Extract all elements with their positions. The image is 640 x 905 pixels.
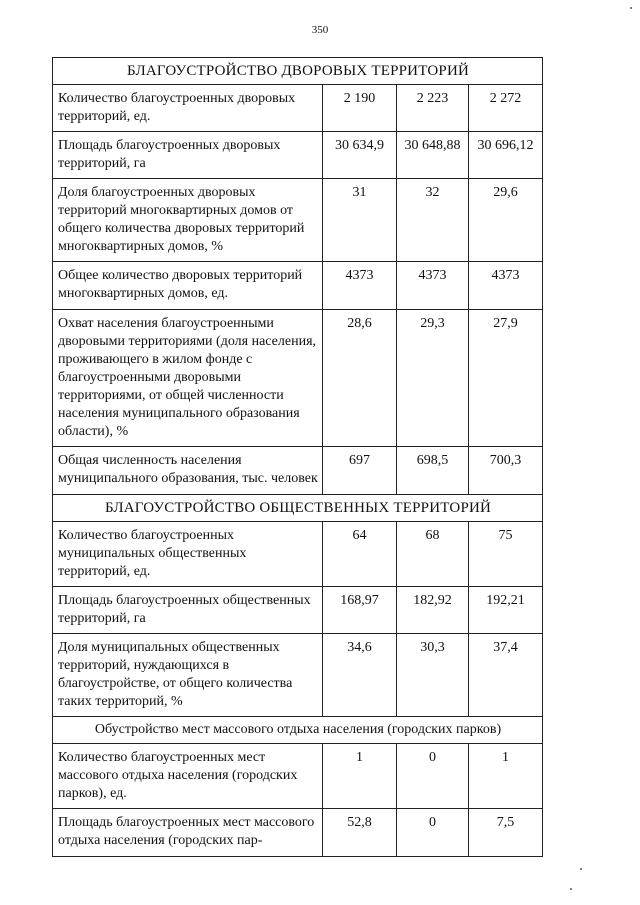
value-cell: 27,9 [469,310,543,447]
value-cell: 30,3 [397,634,469,717]
table-row [53,179,543,262]
row-label: Доля благоустроенных дворовых территорий многоквартирных домов от общего количества дворовых территорий многоквартирных домов, % [53,179,323,262]
value-cell: 4373 [469,262,543,310]
scan-speck [580,868,582,870]
table-row [53,310,543,447]
value-cell: 2 190 [323,85,397,132]
table-row [53,634,543,717]
value-cell: 698,5 [397,447,469,495]
value-cell: 28,6 [323,310,397,447]
row-label: Охват населения благоустроенными дворовыми территориями (доля населения, проживающего в жилом фонде с благоустроенными дворовыми территориями, от общей численности населения муниципального образования области), % [53,310,323,447]
value-cell: 2 223 [397,85,469,132]
scan-speck [630,7,632,9]
value-cell: 32 [397,179,469,262]
table-row [53,447,543,495]
row-label: Общее количество дворовых территорий многоквартирных домов, ед. [53,262,323,310]
value-cell: 1 [469,744,543,809]
value-cell: 34,6 [323,634,397,717]
value-cell: 31 [323,179,397,262]
row-label: Количество благоустроенных муниципальных общественных территорий, ед. [53,522,323,587]
value-cell: 182,92 [397,587,469,634]
data-table [52,57,543,857]
scan-speck [570,888,572,890]
section-title-parks: Обустройство мест массового отдыха населения (городских парков) [53,717,543,744]
section-header-row [53,717,543,744]
table-row [53,132,543,179]
value-cell: 4373 [397,262,469,310]
section-title-public: БЛАГОУСТРОЙСТВО ОБЩЕСТВЕННЫХ ТЕРРИТОРИЙ [53,495,543,522]
section-header-row [53,495,543,522]
value-cell: 75 [469,522,543,587]
value-cell: 64 [323,522,397,587]
value-cell: 4373 [323,262,397,310]
row-label: Площадь благоустроенных общественных территорий, га [53,587,323,634]
section-title-courtyard: БЛАГОУСТРОЙСТВО ДВОРОВЫХ ТЕРРИТОРИЙ [53,58,543,85]
row-label: Площадь благоустроенных мест массового отдыха населения (городских пар- [53,809,323,857]
section-header-row [53,58,543,85]
value-cell: 2 272 [469,85,543,132]
value-cell: 697 [323,447,397,495]
row-label: Доля муниципальных общественных территорий, нуждающихся в благоустройстве, от общего количества таких территорий, % [53,634,323,717]
table-row [53,744,543,809]
table-row [53,522,543,587]
value-cell: 1 [323,744,397,809]
page-number: 350 [311,24,329,36]
table-row [53,587,543,634]
value-cell: 30 648,88 [397,132,469,179]
value-cell: 30 696,12 [469,132,543,179]
value-cell: 168,97 [323,587,397,634]
value-cell: 68 [397,522,469,587]
value-cell: 30 634,9 [323,132,397,179]
value-cell: 7,5 [469,809,543,857]
row-label: Общая численность населения муниципального образования, тыс. человек [53,447,323,495]
value-cell: 0 [397,809,469,857]
row-label: Площадь благоустроенных дворовых территорий, га [53,132,323,179]
value-cell: 700,3 [469,447,543,495]
value-cell: 0 [397,744,469,809]
table-row [53,262,543,310]
row-label: Количество благоустроенных мест массового отдыха населения (городских парков), ед. [53,744,323,809]
value-cell: 192,21 [469,587,543,634]
table-row [53,85,543,132]
value-cell: 52,8 [323,809,397,857]
value-cell: 29,6 [469,179,543,262]
row-label: Количество благоустроенных дворовых территорий, ед. [53,85,323,132]
value-cell: 29,3 [397,310,469,447]
table-row [53,809,543,857]
value-cell: 37,4 [469,634,543,717]
